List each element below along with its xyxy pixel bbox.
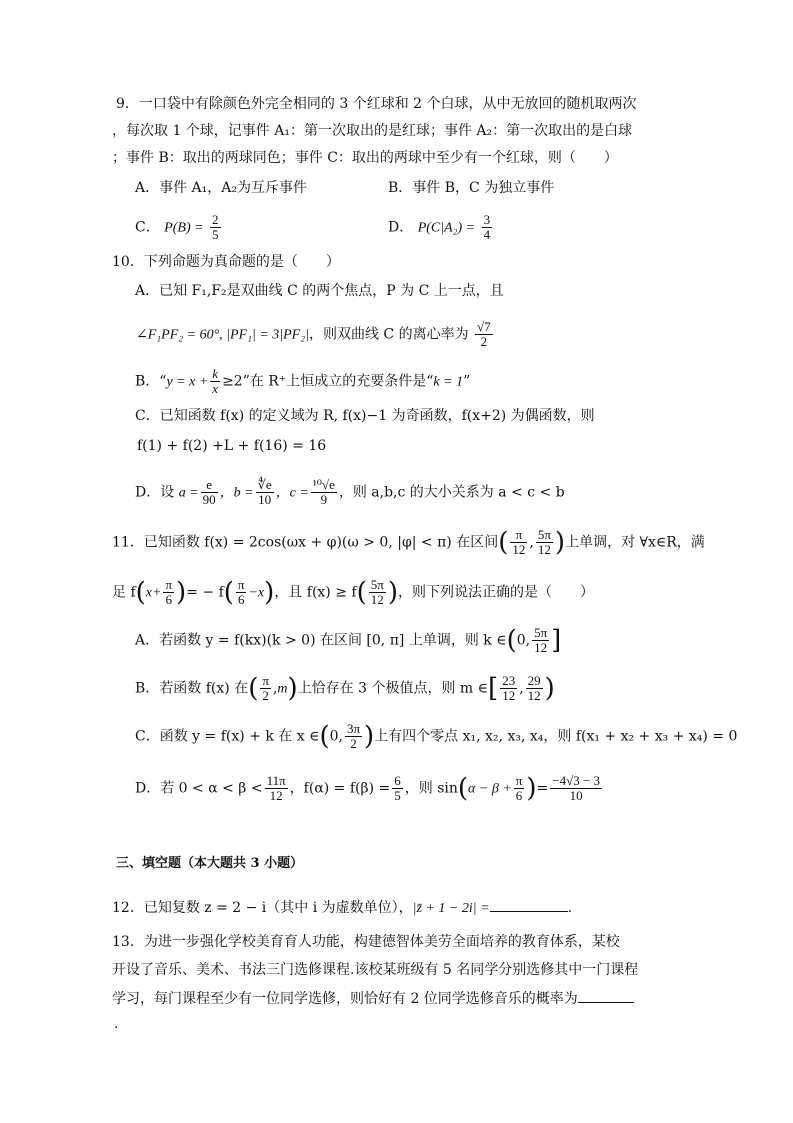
q11-line2-fraction-c: $\frac{5\pi}{12}$ xyxy=(370,577,384,607)
q11-line2-part4: ，则下列说法正确的是（ ） xyxy=(397,584,594,601)
q10-option-c-line-1: C．已知函数 f(x) 的定义域为 R, f(x)−1 为奇函数，f(x+2) 为偶函数，则 xyxy=(135,408,595,424)
q11-option-b-fraction: $\frac{\pi}{2}$ xyxy=(262,673,269,703)
q11-option-b-interval-a: $\frac{23}{12}$ xyxy=(502,673,516,703)
q11-option-c-fraction: $\frac{3\pi}{2}$ xyxy=(346,721,361,751)
q9-option-c-expr: P(B) = xyxy=(164,220,204,236)
q10-option-d-b-fraction: $\frac{∜e}{10}$ xyxy=(257,477,272,507)
q11-interval-start: $\frac{\pi}{12}$ xyxy=(512,527,526,557)
q10-stem: 10．下列命题为真命题的是（ ） xyxy=(112,254,340,270)
q10-option-b-ineq: ≥2 xyxy=(222,373,243,390)
q11-stem-text-2: 上单调，对 ∀x∈R，满 xyxy=(565,534,705,551)
q11-stem-line-2: 足 f(x+ $\frac{\pi}{6}$ )= − f( $\frac{\pi}{6}$ −x)，且 f(x) ≥ f( $\frac{5\pi}{12}$ )，则下列说法正确的是（ ） xyxy=(112,577,594,608)
q11-option-c-text: C．函数 y = f(x) + k 在 x ∈ xyxy=(135,728,320,745)
q11-option-c: C．函数 y = f(x) + k 在 x ∈(0, $\frac{3\pi}{2}$ )上有四个零点 x₁, x₂, x₃, x₄，则 f(x₁ + x₂ + x₃ + x₄) = 0 xyxy=(135,721,738,752)
q9-option-c-label: C． xyxy=(135,219,160,236)
q12-text: 12．已知复数 z = 2 − i（其中 i 为虚数单位）， xyxy=(112,900,413,916)
q10-option-d-label: D．设 xyxy=(135,484,175,501)
q10-option-b-text: ”在 R⁺上恒成立的充要条件是“ xyxy=(242,373,434,390)
q9-option-b: B．事件 B，C 为独立事件 xyxy=(388,180,555,196)
q13-line-3-text: 学习，每门课程至少有一位同学选修，则恰好有 2 位同学选修音乐的概率为 xyxy=(112,991,578,1007)
q11-option-a: A．若函数 y = f(kx)(k > 0) 在区间 [0, π] 上单调，则 k ∈(0, $\frac{5\pi}{12}$ ] xyxy=(135,625,562,656)
q11-option-b-interval-b: $\frac{29}{12}$ xyxy=(527,673,541,703)
q11-line2-part1: 足 f xyxy=(112,584,136,601)
q11-stem-line-1: 11．已知函数 f(x) = 2cos(ωx + φ)(ω > 0, |φ| < π) 在区间( $\frac{\pi}{12}$ , $\frac{5\pi}{12}$ )上单调，对 ∀x∈R，满 xyxy=(112,527,705,558)
q10-option-d-a-fraction: $\frac{e}{90}$ xyxy=(202,477,216,507)
q11-option-d: D．若 0 < α < β < $\frac{11\pi}{12}$ ，f(α) = f(β) = $\frac{6}{5}$ ，则 sin(α − β + $\frac{\pi}{6}$ )= $\frac{-4√3 - 3}{10}$ xyxy=(135,773,601,804)
q11-option-a-text: A．若函数 y = f(kx)(k > 0) 在区间 [0, π] 上单调，则 k ∈ xyxy=(135,632,507,649)
q11-option-b-text: B．若函数 f(x) 在 xyxy=(135,680,249,697)
q11-interval-end: $\frac{5\pi}{12}$ xyxy=(537,527,551,557)
q13-line-2: 开设了音乐、美术、书法三门选修课程.该校某班级有 5 名同学分别选修其中一门课程 xyxy=(112,962,639,978)
q11-line2-part2: = − f xyxy=(186,584,224,601)
q10-option-b-end: ” xyxy=(463,373,471,390)
q11-option-d-text-2: ，f(α) = f(β) = xyxy=(289,780,391,797)
q9-line-1: 9．一口袋中有除颜色外完全相同的 3 个红球和 2 个白球，从中无放回的随机取两次 xyxy=(116,96,637,112)
q10-option-d-c-fraction: $\frac{\text{¹⁰√e}}{9}$ xyxy=(312,477,335,507)
q11-option-d-equals: = xyxy=(536,780,549,797)
q12-line xyxy=(112,897,572,919)
q9-line-3: ；事件 B：取出的两球同色；事件 C：取出的两球中至少有一个红球，则（ ） xyxy=(112,150,618,166)
q11-option-d-fraction-4: $\frac{-4√3 - 3}{10}$ xyxy=(552,773,601,803)
q10-option-b xyxy=(135,367,470,396)
q10-option-d xyxy=(135,478,565,507)
q11-option-d-fraction-2: $\frac{6}{5}$ xyxy=(394,773,401,803)
q13-line-1: 13．为进一步强化学校美育育人功能，构建德智体美劳全面培养的教育体系，某校 xyxy=(112,934,620,950)
q10-option-a-fraction: $\frac{√7}{2}$ xyxy=(477,319,491,349)
q10-option-d-text: ，则 a,b,c 的大小关系为 a < c < b xyxy=(338,484,565,501)
q13-answer-blank[interactable] xyxy=(578,988,634,1003)
q11-line2-fraction-b: $\frac{\pi}{6}$ xyxy=(237,577,245,607)
q11-line2-part3: ，且 f(x) ≥ f xyxy=(274,584,357,601)
q11-option-d-fraction-3: $\frac{\pi}{6}$ xyxy=(515,773,523,803)
q12-expr: |z̄ + 1 − 2i| = xyxy=(412,901,490,916)
q9-option-c xyxy=(135,213,223,242)
q11-line2-fraction-a: $\frac{\pi}{6}$ xyxy=(165,577,173,607)
q9-option-d-fraction: $\frac{3}{4}$ xyxy=(483,212,491,242)
q12-end: . xyxy=(567,900,573,916)
q10-option-d-b: ，b = xyxy=(219,485,254,501)
q11-option-a-fraction: $\frac{5\pi}{12}$ xyxy=(534,625,548,655)
q10-option-d-a: a = xyxy=(178,485,199,501)
q10-option-c-line-2: f(1) + f(2) +L + f(16) = 16 xyxy=(137,438,327,454)
q10-option-b-label: B．“ xyxy=(135,373,167,390)
q11-stem-text: 11．已知函数 f(x) = 2cos(ωx + φ)(ω > 0, |φ| < π) 在区间 xyxy=(112,534,499,551)
q9-line-2: ，每次取 1 个球，记事件 A₁：第一次取出的是红球；事件 A₂：第一次取出的是白球 xyxy=(112,123,633,139)
q10-option-b-expr: y = x + xyxy=(166,374,209,390)
q9-option-c-fraction: $\frac{2}{5}$ xyxy=(212,212,219,242)
q11-option-d-text: D．若 0 < α < β < xyxy=(135,780,263,797)
q11-option-b: B．若函数 f(x) 在( $\frac{\pi}{2}$ ,m)上恰存在 3 个极值点，则 m ∈[ $\frac{23}{12}$ , $\frac{29}{12}$ ) xyxy=(135,673,555,704)
q13-line-3 xyxy=(112,988,634,1009)
q11-option-b-text-2: 上恰存在 3 个极值点，则 m ∈ xyxy=(297,680,489,697)
q11-option-d-fraction-1: $\frac{11\pi}{12}$ xyxy=(266,773,286,803)
q9-option-d xyxy=(388,213,494,242)
section-3-title: 三、填空题（本大题共 3 小题） xyxy=(116,856,304,871)
q10-option-a-expr: ∠F₁PF₂ = 60°, |PF₁| = 3|PF₂| xyxy=(136,327,309,343)
q11-option-d-text-3: ，则 sin xyxy=(404,780,458,797)
q10-option-b-fraction: $\frac{k}{x}$ xyxy=(212,366,219,396)
q10-option-a-line-2 xyxy=(136,320,495,349)
q12-answer-blank[interactable] xyxy=(490,897,568,912)
q11-option-c-text-2: 上有四个零点 x₁, x₂, x₃, x₄，则 f(x₁ + x₂ + x₃ + x₄) = 0 xyxy=(374,728,738,745)
q10-option-b-cond: k = 1 xyxy=(433,374,464,390)
q9-option-d-label: D． xyxy=(388,219,414,236)
q10-option-d-c: ，c = xyxy=(275,485,309,501)
q10-option-a-text: ，则双曲线 C 的离心率为 xyxy=(308,326,469,343)
q9-option-a: A．事件 A₁，A₂为互斥事件 xyxy=(135,180,308,196)
q13-line-4: . xyxy=(114,1016,119,1032)
q9-option-d-expr: P(C|A₂) = xyxy=(417,220,476,236)
q10-option-a-line-1: A．已知 F₁,F₂是双曲线 C 的两个焦点，P 为 C 上一点，且 xyxy=(135,283,504,299)
